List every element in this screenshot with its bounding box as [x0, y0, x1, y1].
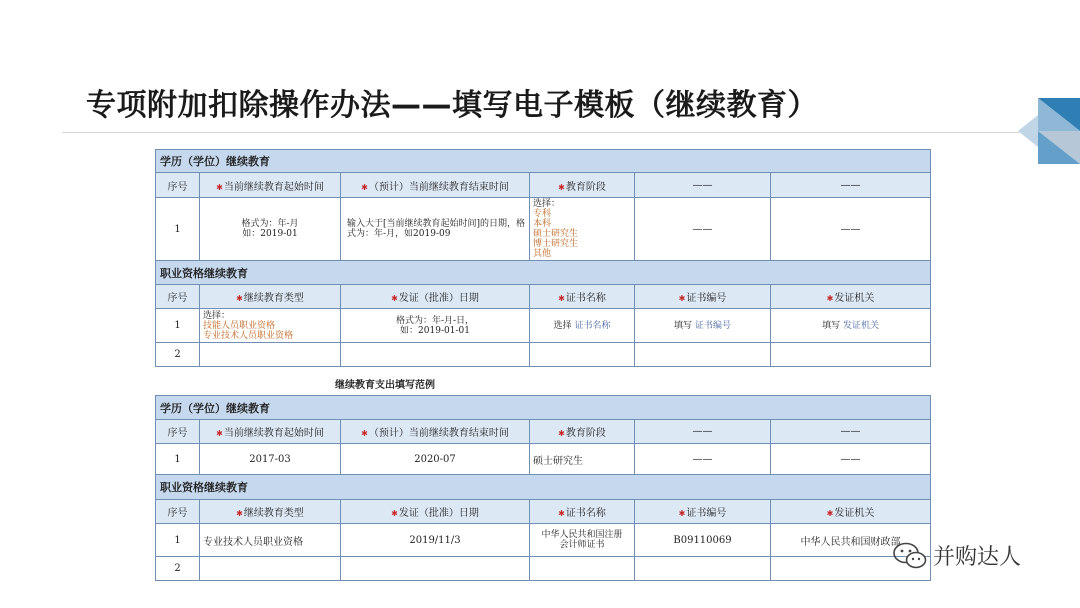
required-star-icon: ✱	[826, 294, 834, 303]
header-education-stage: ✱教育阶段	[530, 420, 635, 444]
table-row	[156, 198, 931, 261]
cell-index: 1	[156, 524, 200, 557]
cell-empty	[200, 343, 341, 367]
cell-empty	[771, 343, 931, 367]
header-end-time: ✱（预计）当前继续教育结束时间	[341, 420, 530, 444]
header-education-type: ✱继续教育类型	[200, 500, 341, 524]
table-row	[156, 524, 931, 557]
cell-placeholder: ——	[771, 198, 931, 261]
cell-type-options: 选择： 技能人员职业资格 专业技术人员职业资格	[200, 309, 341, 343]
cell-cert-number: B09110069	[635, 524, 771, 557]
header-start-time: ✱当前继续教育起始时间	[200, 173, 341, 198]
cell-index: 1	[156, 309, 200, 343]
watermark-text: 并购达人	[933, 545, 1022, 570]
required-star-icon: ✱	[558, 294, 565, 303]
header-index: 序号	[156, 173, 200, 198]
cell-start-hint: 格式为：年-月 如：2019-01	[200, 198, 341, 261]
required-star-icon: ✱	[361, 182, 368, 192]
cell-empty	[530, 343, 635, 367]
header-placeholder: ——	[771, 173, 931, 198]
header-cert-number: ✱证书编号	[635, 500, 771, 524]
cell-index: 1	[156, 198, 200, 261]
header-placeholder: ——	[635, 420, 771, 444]
header-issuing-authority: ✱发证机关	[771, 500, 931, 524]
cell-index: 2	[156, 557, 200, 581]
header-issue-date: ✱发证（批准）日期	[341, 285, 530, 309]
section-title-vocational: 职业资格继续教育	[156, 475, 931, 500]
cell-date-hint: 格式为：年-月-日， 如：2019-01-01	[341, 309, 530, 343]
table-row	[156, 343, 931, 367]
header-index: 序号	[156, 420, 200, 444]
header-index: 序号	[156, 500, 200, 524]
cell-end-time: 2020-07	[341, 444, 530, 475]
header-placeholder: ——	[771, 420, 931, 444]
corner-decoration-icon	[1018, 98, 1080, 164]
title-divider	[62, 132, 1020, 133]
required-star-icon: ✱	[361, 429, 368, 438]
header-education-type: ✱继续教育类型	[200, 285, 341, 309]
required-star-icon: ✱	[826, 509, 834, 518]
header-issue-date: ✱发证（批准）日期	[341, 500, 530, 524]
cell-empty	[341, 557, 530, 581]
header-cert-name: ✱证书名称	[530, 285, 635, 309]
required-star-icon: ✱	[216, 182, 223, 192]
section-title-degree: 学历（学位）继续教育	[156, 396, 931, 420]
required-star-icon: ✱	[558, 509, 565, 518]
slide-title: 专项附加扣除操作办法——填写电子模板（继续教育）	[86, 88, 818, 123]
table-row	[156, 557, 931, 581]
cell-placeholder: ——	[635, 198, 771, 261]
table-row	[156, 444, 931, 475]
cell-empty	[530, 557, 635, 581]
header-education-stage: ✱教育阶段	[530, 173, 635, 198]
cell-empty	[200, 557, 341, 581]
header-end-time: ✱（预计）当前继续教育结束时间	[341, 173, 530, 198]
watermark	[893, 540, 1021, 571]
section-title-degree: 学历（学位）继续教育	[156, 150, 931, 173]
required-star-icon: ✱	[391, 294, 398, 303]
required-star-icon: ✱	[678, 294, 686, 303]
required-star-icon: ✱	[236, 294, 243, 303]
cell-cert-name: 中华人民共和国注册 会计师证书	[530, 524, 635, 557]
section-title-vocational: 职业资格继续教育	[156, 261, 931, 285]
cell-index: 1	[156, 444, 200, 475]
cell-authority-hint: 填写 发证机关	[771, 309, 931, 343]
required-star-icon: ✱	[558, 182, 565, 192]
cell-issue-date: 2019/11/3	[341, 524, 530, 557]
required-star-icon: ✱	[678, 509, 686, 518]
cell-end-hint: 输入大于[当前继续教育起始时间]的日期，格式为：年-月，如2019-09	[341, 198, 530, 261]
cell-cert-number-hint: 填写 证书编号	[635, 309, 771, 343]
cell-placeholder: ——	[635, 444, 771, 475]
example-table	[155, 395, 930, 581]
cell-issuing-authority: 中华人民共和国财政部	[771, 524, 931, 557]
cell-education-stage: 硕士研究生	[530, 444, 635, 475]
header-issuing-authority: ✱发证机关	[771, 285, 931, 309]
cell-placeholder: ——	[771, 444, 931, 475]
cell-index: 2	[156, 343, 200, 367]
required-star-icon: ✱	[236, 509, 243, 518]
header-start-time: ✱当前继续教育起始时间	[200, 420, 341, 444]
required-star-icon: ✱	[558, 429, 565, 438]
wechat-icon	[893, 542, 927, 570]
required-star-icon: ✱	[391, 509, 398, 518]
cell-empty	[341, 343, 530, 367]
cell-cert-name-hint: 选择 证书名称	[530, 309, 635, 343]
required-star-icon: ✱	[216, 429, 223, 438]
table-row	[156, 309, 931, 343]
header-cert-name: ✱证书名称	[530, 500, 635, 524]
cell-empty	[635, 343, 771, 367]
header-index: 序号	[156, 285, 200, 309]
cell-empty	[635, 557, 771, 581]
cell-education-type: 专业技术人员职业资格	[200, 524, 341, 557]
template-table	[155, 149, 930, 367]
header-placeholder: ——	[635, 173, 771, 198]
example-caption: 继续教育支出填写范例	[335, 380, 435, 391]
header-cert-number: ✱证书编号	[635, 285, 771, 309]
cell-stage-options: 选择： 专科 本科 硕士研究生 博士研究生 其他	[530, 198, 635, 261]
cell-start-time: 2017-03	[200, 444, 341, 475]
